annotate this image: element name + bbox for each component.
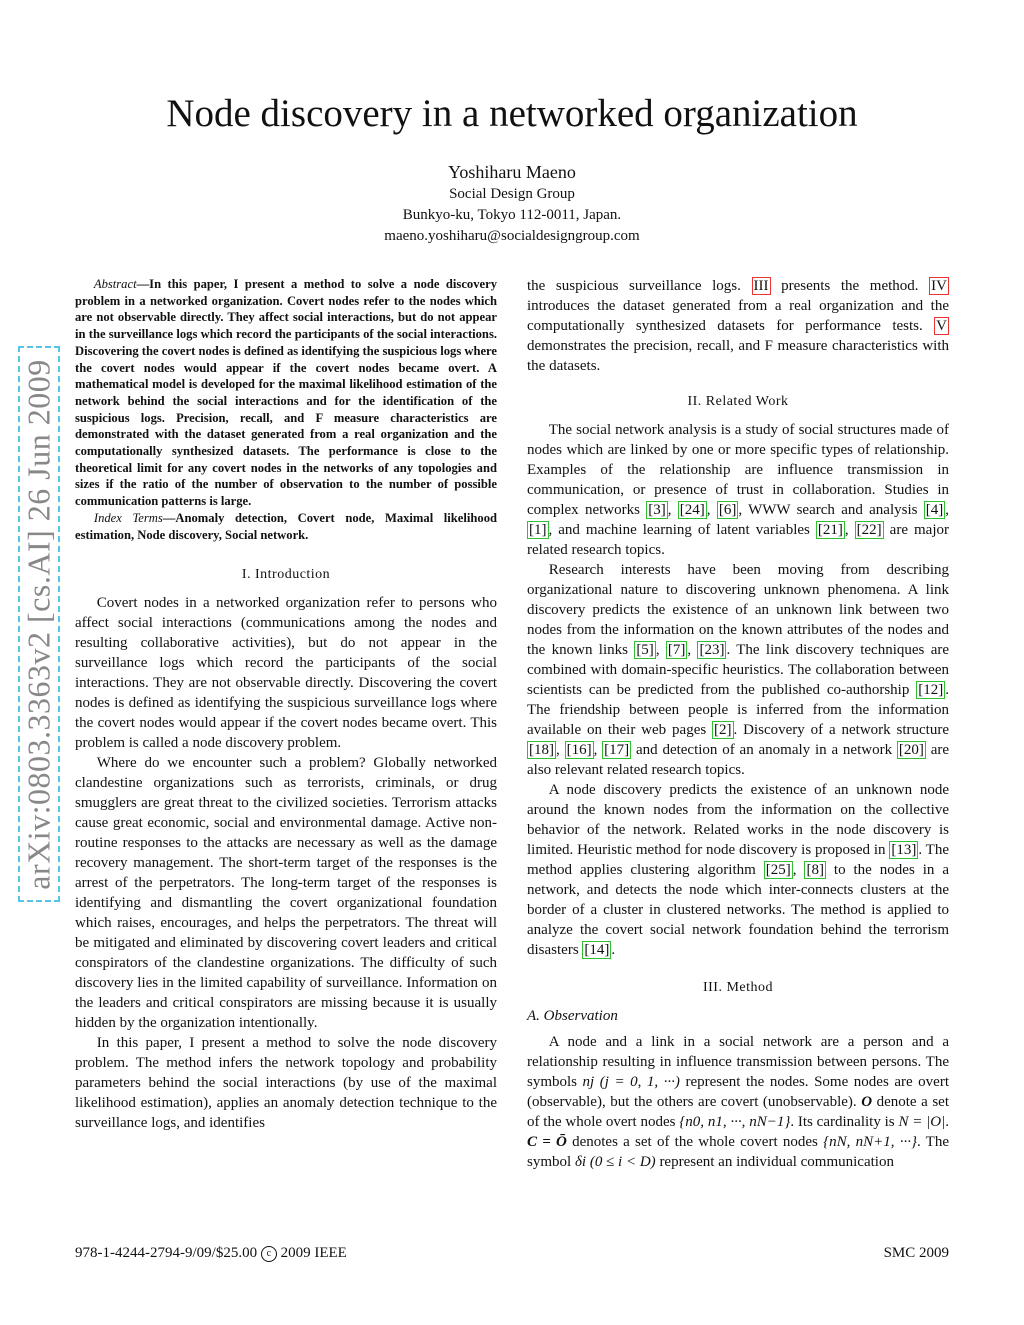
citation-4[interactable]: [4] bbox=[925, 502, 944, 518]
citation-25[interactable]: [25] bbox=[765, 862, 791, 878]
author-email[interactable]: maeno.yoshiharu@socialdesigngroup.com bbox=[384, 228, 640, 244]
arxiv-stamp[interactable] bbox=[18, 346, 60, 902]
text-span: . bbox=[945, 1114, 949, 1130]
text-span: are also relevant related research topics. bbox=[527, 742, 950, 778]
text-span: introduces the dataset generated from a real organization and the computationally synthesized datasets for performance tests. bbox=[527, 298, 949, 334]
author-name: Yoshiharu Maeno bbox=[448, 162, 576, 182]
right-column bbox=[527, 276, 949, 1172]
citation-18[interactable]: [18] bbox=[529, 742, 554, 758]
text-span: , bbox=[706, 502, 717, 518]
citation-20[interactable]: [20] bbox=[898, 742, 924, 758]
text-span: demonstrates the precision, recall, and F measure characteristics with the datasets. bbox=[527, 338, 949, 374]
section-ref-V[interactable]: V bbox=[936, 318, 947, 334]
citation-16[interactable]: [16] bbox=[566, 742, 592, 758]
abstract bbox=[75, 276, 497, 510]
intro-paragraph-1: Covert nodes in a networked organization refer to persons who affect social interactions (communications among the nodes and resulting collaborative activities), but do not appear in the surveillance logs which record the participants of the social interactions. They are not observable directly. Discovering the covert nodes is defined as identifying the suspicious surveillance logs where the covert nodes would appear if the covert nodes became overt. This problem is called a node discovery problem. bbox=[75, 595, 497, 752]
abstract-label: Abstract bbox=[93, 277, 137, 291]
text-span: , bbox=[556, 742, 565, 758]
footer-conference: SMC 2009 bbox=[883, 1245, 949, 1261]
section-ref-III[interactable]: III bbox=[753, 278, 769, 294]
left-column bbox=[75, 276, 497, 1133]
citation-22[interactable]: [22] bbox=[856, 522, 882, 538]
text-span: represent an individual communication bbox=[655, 1154, 894, 1170]
citation-12[interactable]: [12] bbox=[918, 682, 944, 698]
abstract-text: —In this paper, I present a method to solve a node discovery problem in a networked organization. Covert nodes refer to the nodes which are not observable directly. They affect social interactions, but do not appear in the surveillance logs which record the participants of the social interactions. Discovering the covert nodes is defined as identifying the suspicious logs where the covert nodes would appear if the covert nodes became overt. A mathematical model is developed for the maximal likelihood estimation of the network behind the social interactions and for the identification of the suspicious logs. Precision, recall, and F measure characteristics are demonstrated with the dataset generated from a real organization and the computationally synthesized datasets. The performance is close to the theoretical limit for any covert nodes in the networks of any topologies and sizes if the ratio of the number of observation to the number of possible communication patterns is large. bbox=[75, 277, 498, 509]
math-covert-set: {nN, nN+1, ···} bbox=[823, 1134, 917, 1150]
text-span: the suspicious surveillance logs. bbox=[527, 278, 752, 294]
observation-subheading: A. Observation bbox=[527, 1008, 618, 1024]
citation-3[interactable]: [3] bbox=[648, 502, 666, 518]
text-span: denotes a set of the whole covert nodes bbox=[566, 1134, 824, 1150]
text-span: . Discovery of a network structure bbox=[733, 722, 950, 738]
math-set-O: O bbox=[861, 1094, 873, 1110]
intro-paragraph-4 bbox=[527, 276, 949, 376]
citation-13[interactable]: [13] bbox=[891, 842, 917, 858]
text-span: , bbox=[844, 522, 855, 538]
footer-isbn-text: 978-1-4244-2794-9/09/$25.00 bbox=[75, 1245, 258, 1261]
citation-21[interactable]: [21] bbox=[817, 522, 843, 538]
text-span: . The friendship between people is inferred from the information available on their web pages bbox=[527, 682, 949, 738]
text-span: . Its cardinality is bbox=[790, 1114, 899, 1130]
citation-1[interactable]: [1] bbox=[529, 522, 547, 538]
text-span: denote a set of the whole overt nodes bbox=[527, 1094, 949, 1130]
related-heading: II. Related Work bbox=[687, 394, 789, 409]
citation-23[interactable]: [23] bbox=[699, 642, 725, 658]
intro-heading: I. Introduction bbox=[241, 567, 331, 583]
text-span: to the nodes in a network, and detects the node which inter-connects clusters at the border of a cluster in clustered networks. The method is applied to analyze the covert social network foundation behind the terrorism disasters bbox=[527, 862, 949, 958]
intro-paragraph-2: Where do we encounter such a problem? Globally networked clandestine organizations such as terrorists, criminals, or drug smugglers are great threat to the civilized societies. Terrorism attacks cause great economic, social and environmental damage. Active non-routine responses to the attacks are necessary as well as the damage recovery management. The short-term target of the responses is the arrest of the perpetrators. The long-term target of the responses is identifying and dismantling the covert organizational foundation which raises, encourages, and helps the perpetrators. The threat will be mitigated and eliminated by discovering covert leaders and critical conspirators of the clandestine organizations. The difficulty of such discovery lies in the limited capability of surveillance. Information on the leaders and critical conspirators are missing because it is usually hidden by the organization intentionally. bbox=[75, 755, 497, 1032]
method-heading: III. Method bbox=[702, 980, 774, 995]
paper-title: Node discovery in a networked organization bbox=[166, 92, 858, 135]
text-span: . The link discovery techniques are combined with domain-specific heuristics. The collaboration between scientists can be predicted from the published co-authorship bbox=[527, 642, 949, 698]
citation-24[interactable]: [24] bbox=[679, 502, 705, 518]
text-span: represent the nodes. Some nodes are overt (observable), but the others are covert (unobservable). bbox=[527, 1074, 949, 1110]
citation-17[interactable]: [17] bbox=[604, 742, 630, 758]
text-span: are major related research topics. bbox=[527, 522, 949, 558]
text-span: A node discovery predicts the existence of an unknown node around the known nodes from the information on the collective behavior of the network. Related works in the node discovery is limited. Heuristic method for node discovery is proposed in bbox=[527, 782, 949, 858]
text-span: , bbox=[593, 742, 603, 758]
citation-5[interactable]: [5] bbox=[636, 642, 654, 658]
copyright-icon: c bbox=[261, 1246, 277, 1262]
text-span: A node and a link in a social network are a person and a relationship resulting in influence transmission between persons. The symbols bbox=[527, 1034, 949, 1090]
math-set-C: C = Ō bbox=[527, 1134, 567, 1150]
math-cardinality: N = |O| bbox=[898, 1114, 946, 1130]
related-paragraph-3 bbox=[527, 780, 949, 960]
text-span: , bbox=[945, 502, 950, 518]
text-span: , bbox=[687, 642, 698, 658]
text-span: , bbox=[792, 862, 805, 878]
footer-isbn bbox=[75, 1245, 347, 1262]
index-terms-label: Index Terms bbox=[93, 510, 163, 525]
related-paragraph-1 bbox=[527, 420, 949, 560]
text-span: Research interests have been moving from describing organizational nature to discovering unknown phenomena. A link discovery predicts the existence of an unknown link between two nodes from the information on the known attributes of the nodes and the known links bbox=[527, 562, 949, 658]
index-terms bbox=[75, 510, 497, 543]
index-terms-text: —Anomaly detection, Covert node, Maximal likelihood estimation, Node discovery, Social network. bbox=[75, 510, 497, 542]
citation-8[interactable]: [8] bbox=[806, 862, 824, 878]
citation-6[interactable]: [6] bbox=[718, 502, 737, 518]
text-span: , WWW search and analysis bbox=[738, 502, 924, 518]
author-affiliation: Social Design Group bbox=[449, 186, 575, 202]
math-nodes: nj (j = 0, 1, ···) bbox=[582, 1074, 680, 1090]
text-span: , bbox=[667, 502, 678, 518]
math-overt-set: {n0, n1, ···, nN−1} bbox=[679, 1114, 791, 1130]
citation-7[interactable]: [7] bbox=[667, 642, 686, 658]
text-span: The social network analysis is a study of social structures made of nodes which are linked by one or more specific types of relationship. Examples of the relationship are influence transmission in communication, or presence of trust in collaboration. Studies in complex networks bbox=[527, 422, 949, 518]
related-paragraph-2 bbox=[527, 560, 949, 780]
author-block bbox=[0, 160, 1024, 247]
text-span: . The symbol bbox=[527, 1134, 949, 1170]
text-span: presents the method. bbox=[770, 278, 930, 294]
text-span: , and machine learning of latent variables bbox=[548, 522, 816, 538]
footer-year-org: 2009 IEEE bbox=[280, 1245, 347, 1261]
section-ref-IV[interactable]: IV bbox=[931, 278, 947, 294]
text-span: . The method applies clustering algorithm bbox=[527, 842, 949, 878]
method-paragraph-1 bbox=[527, 1032, 949, 1172]
citation-2[interactable]: [2] bbox=[714, 722, 732, 738]
text-span: and detection of an anomaly in a network bbox=[631, 742, 897, 758]
arxiv-stamp-text: arXiv:0803.3363v2 [cs.AI] 26 Jun 2009 bbox=[20, 358, 57, 890]
math-delta: δi (0 ≤ i < D) bbox=[574, 1154, 656, 1170]
text-span: , bbox=[655, 642, 666, 658]
text-span: . bbox=[611, 942, 616, 958]
intro-paragraph-3: In this paper, I present a method to solve the node discovery problem. The method infers the network topology and probability parameters behind the social interactions (by use of the maximal likelihood estimation), applies an anomaly detection technique to the surveillance logs, and identifies bbox=[75, 1035, 497, 1132]
citation-14[interactable]: [14] bbox=[584, 942, 610, 958]
author-address: Bunkyo-ku, Tokyo 112-0011, Japan. bbox=[402, 207, 622, 223]
